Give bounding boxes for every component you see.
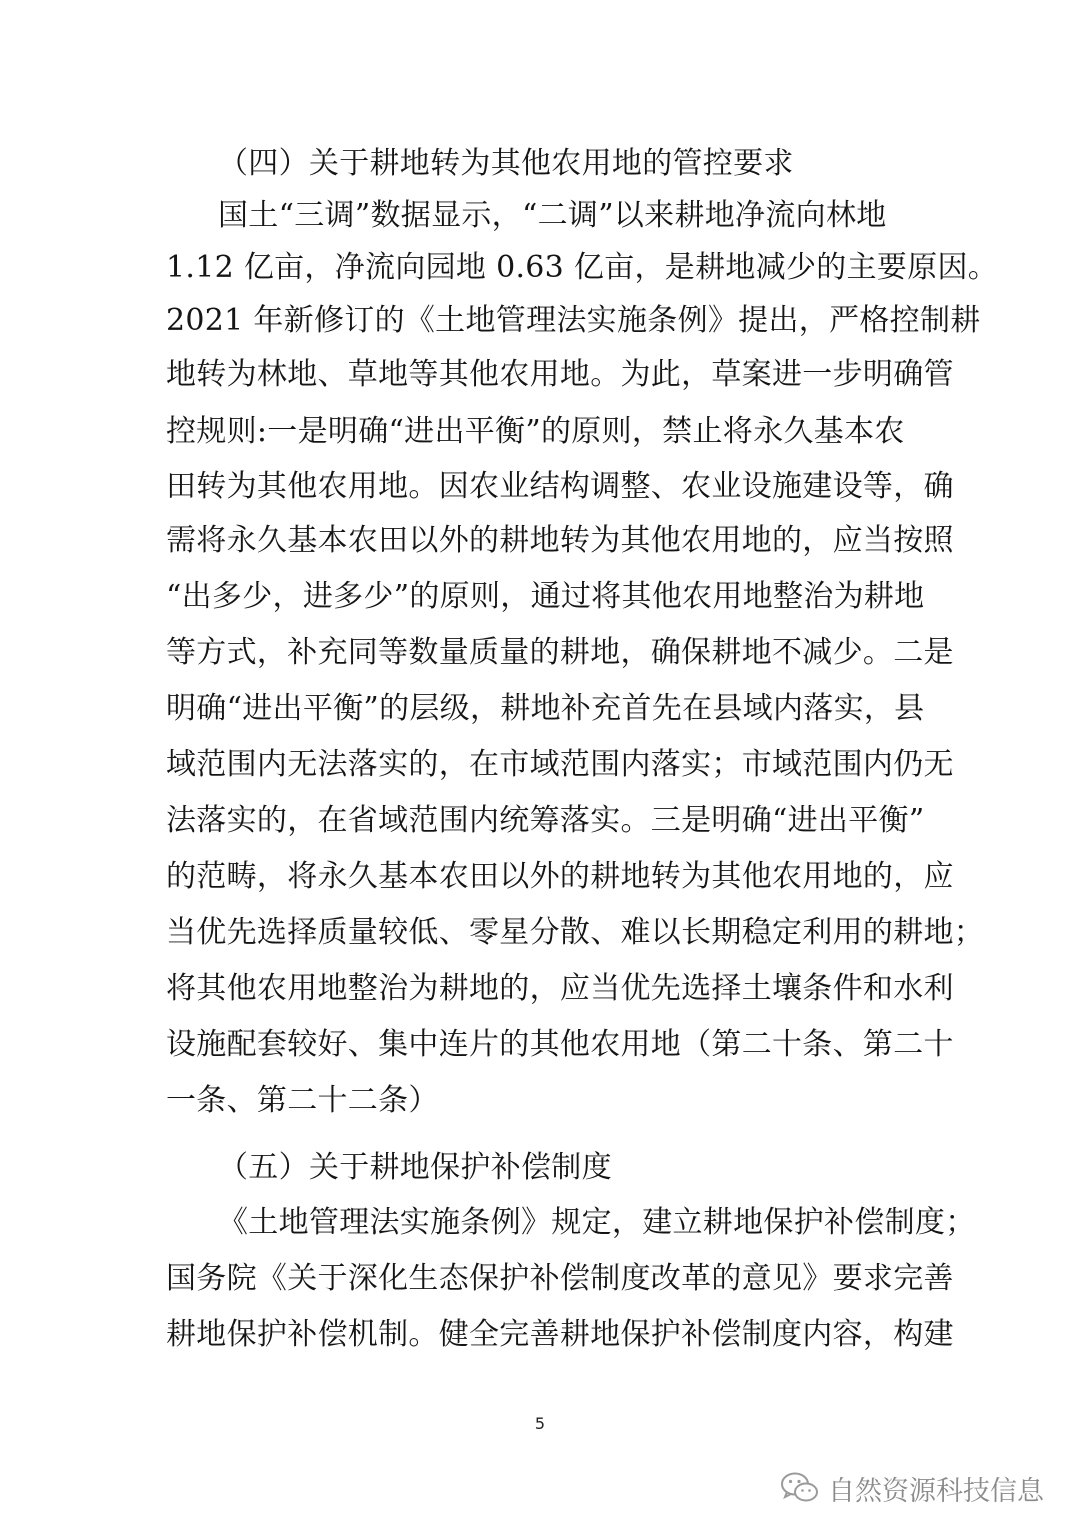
body-line: 明确“进出平衡”的层级，耕地补充首先在县域内落实，县 bbox=[166, 691, 925, 726]
watermark-text: 自然资源科技信息 bbox=[828, 1475, 1044, 1507]
body-line: 2021 年新修订的《土地管理法实施条例》提出，严格控制耕 bbox=[166, 303, 981, 338]
body-line: 国务院《关于深化生态保护补偿制度改革的意见》要求完善 bbox=[166, 1261, 954, 1296]
body-line: 1.12 亿亩，净流向园地 0.63 亿亩，是耕地减少的主要原因。 bbox=[166, 250, 999, 285]
wechat-icon bbox=[780, 1471, 820, 1505]
body-line: “出多少，进多少”的原则，通过将其他农用地整治为耕地 bbox=[166, 579, 925, 614]
body-line: 国土“三调”数据显示，“二调”以来耕地净流向林地 bbox=[218, 198, 887, 233]
body-line: 需将永久基本农田以外的耕地转为其他农用地的，应当按照 bbox=[166, 523, 954, 558]
page-number: 5 bbox=[534, 1414, 546, 1433]
body-line: 将其他农用地整治为耕地的，应当优先选择土壤条件和水利 bbox=[166, 971, 954, 1006]
body-line: 设施配套较好、集中连片的其他农用地（第二十条、第二十 bbox=[166, 1027, 954, 1062]
body-line: 控规则:一是明确“进出平衡”的原则，禁止将永久基本农 bbox=[166, 414, 905, 449]
body-line: 一条、第二十二条） bbox=[166, 1083, 439, 1118]
watermark bbox=[780, 1468, 1044, 1508]
body-line: 地转为林地、草地等其他农用地。为此，草案进一步明确管 bbox=[166, 357, 954, 392]
section-4-heading: （四）关于耕地转为其他农用地的管控要求 bbox=[218, 146, 794, 181]
body-line: 的范畴，将永久基本农田以外的耕地转为其他农用地的，应 bbox=[166, 859, 954, 894]
body-line: 等方式，补充同等数量质量的耕地，确保耕地不减少。二是 bbox=[166, 635, 954, 670]
body-line: 田转为其他农用地。因农业结构调整、农业设施建设等，确 bbox=[166, 469, 954, 504]
body-line: 法落实的，在省域范围内统筹落实。三是明确“进出平衡” bbox=[166, 803, 925, 838]
body-line: 域范围内无法落实的，在市域范围内落实；市域范围内仍无 bbox=[166, 747, 954, 782]
body-line: 当优先选择质量较低、零星分散、难以长期稳定利用的耕地； bbox=[166, 915, 985, 950]
section-5-heading: （五）关于耕地保护补偿制度 bbox=[218, 1150, 612, 1185]
body-line: 耕地保护补偿机制。健全完善耕地保护补偿制度内容，构建 bbox=[166, 1317, 954, 1352]
body-line: 《土地管理法实施条例》规定，建立耕地保护补偿制度； bbox=[218, 1205, 976, 1240]
